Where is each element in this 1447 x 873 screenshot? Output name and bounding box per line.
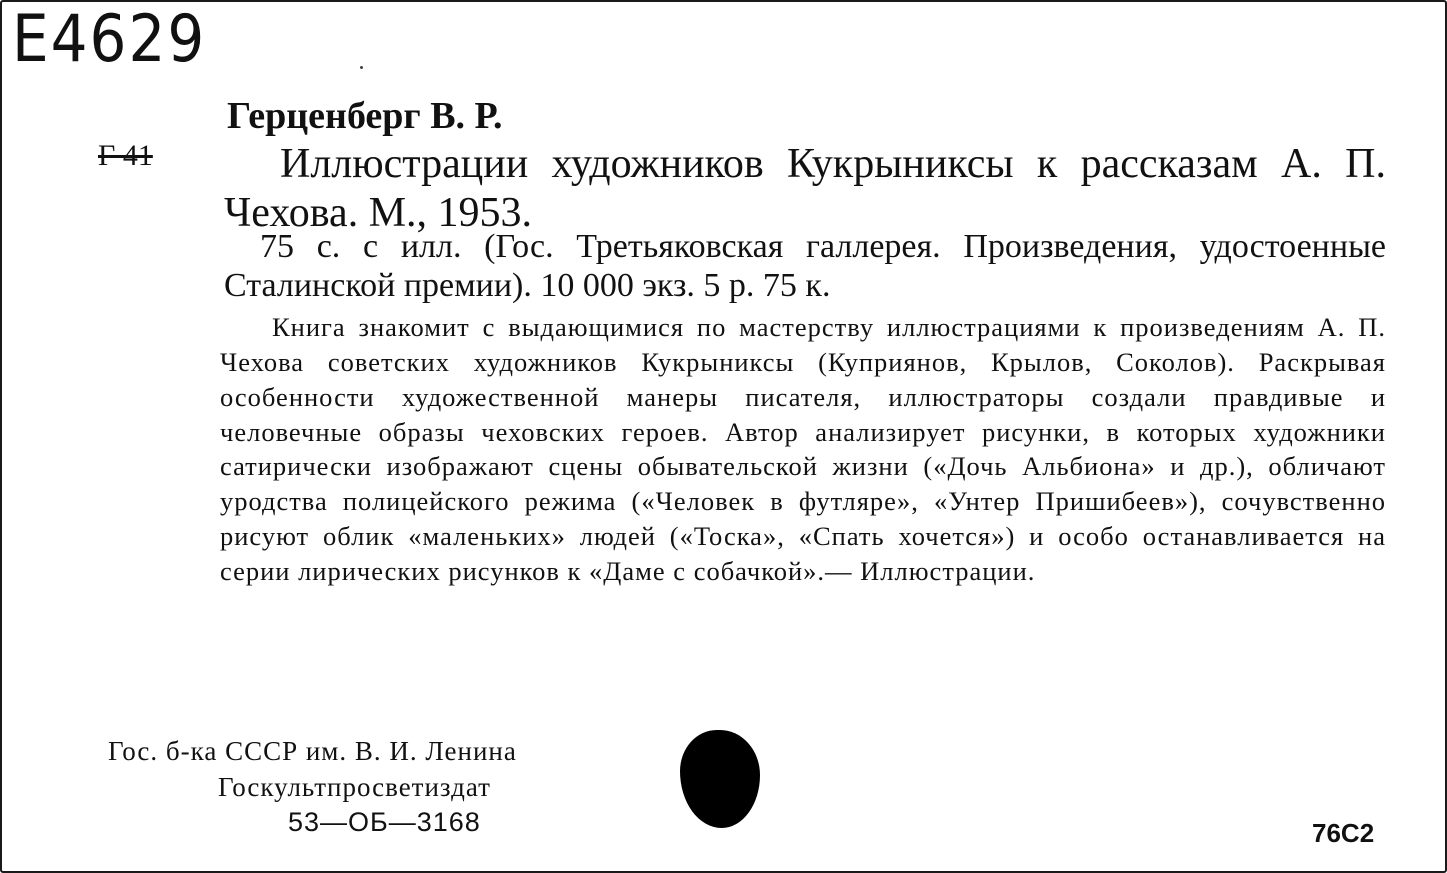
crossed-out-shelfmark: Г 41: [98, 139, 153, 172]
ink-blot: [680, 730, 760, 828]
annotation-text: Книга знакомит с выдающимися по мастерству иллюстрациями к произведениям А. П. Чехова советских художников Кукрыниксы (Куприянов, Крылов, Соколов). Раскрывая особенности художественной манеры писателя, иллюстраторы создали правдивые и человечные образы чеховских героев. Автор анализирует рисунки, в которых художники сатирически изображают сцены обывательской жизни («Дочь Альбиона» и др.), обличают уродства полицейского режима («Человек в футляре», «Унтер Пришибеев»), сочувственно рисуют облик «маленьких» людей («Тоска», «Спать хочется») и особо останавливается на серии лирических рисунков к «Даме с собачкой».— Иллюстрации.: [220, 312, 1386, 586]
order-number: 53—ОБ—3168: [288, 807, 481, 838]
handwritten-call-number: E4629: [12, 0, 207, 77]
imprint-details: 75 с. с илл. (Гос. Третьяковская галлерея. Произведения, удостоенные Сталинской премии). 10 000 экз. 5 р. 75 к.: [224, 228, 1386, 304]
card-footer: [108, 734, 517, 841]
book-title: Иллюстрации художников Кукрыниксы к рассказам А. П. Чехова. М., 1953.: [224, 141, 1386, 237]
author-heading: Герценберг В. Р.: [227, 95, 503, 137]
ink-speck: [360, 66, 363, 69]
card-code: 76С2: [1312, 818, 1375, 848]
library-name: Гос. б-ка СССР им. В. И. Ленина: [108, 736, 517, 766]
publisher-name: Госкультпросветиздат: [218, 771, 491, 802]
